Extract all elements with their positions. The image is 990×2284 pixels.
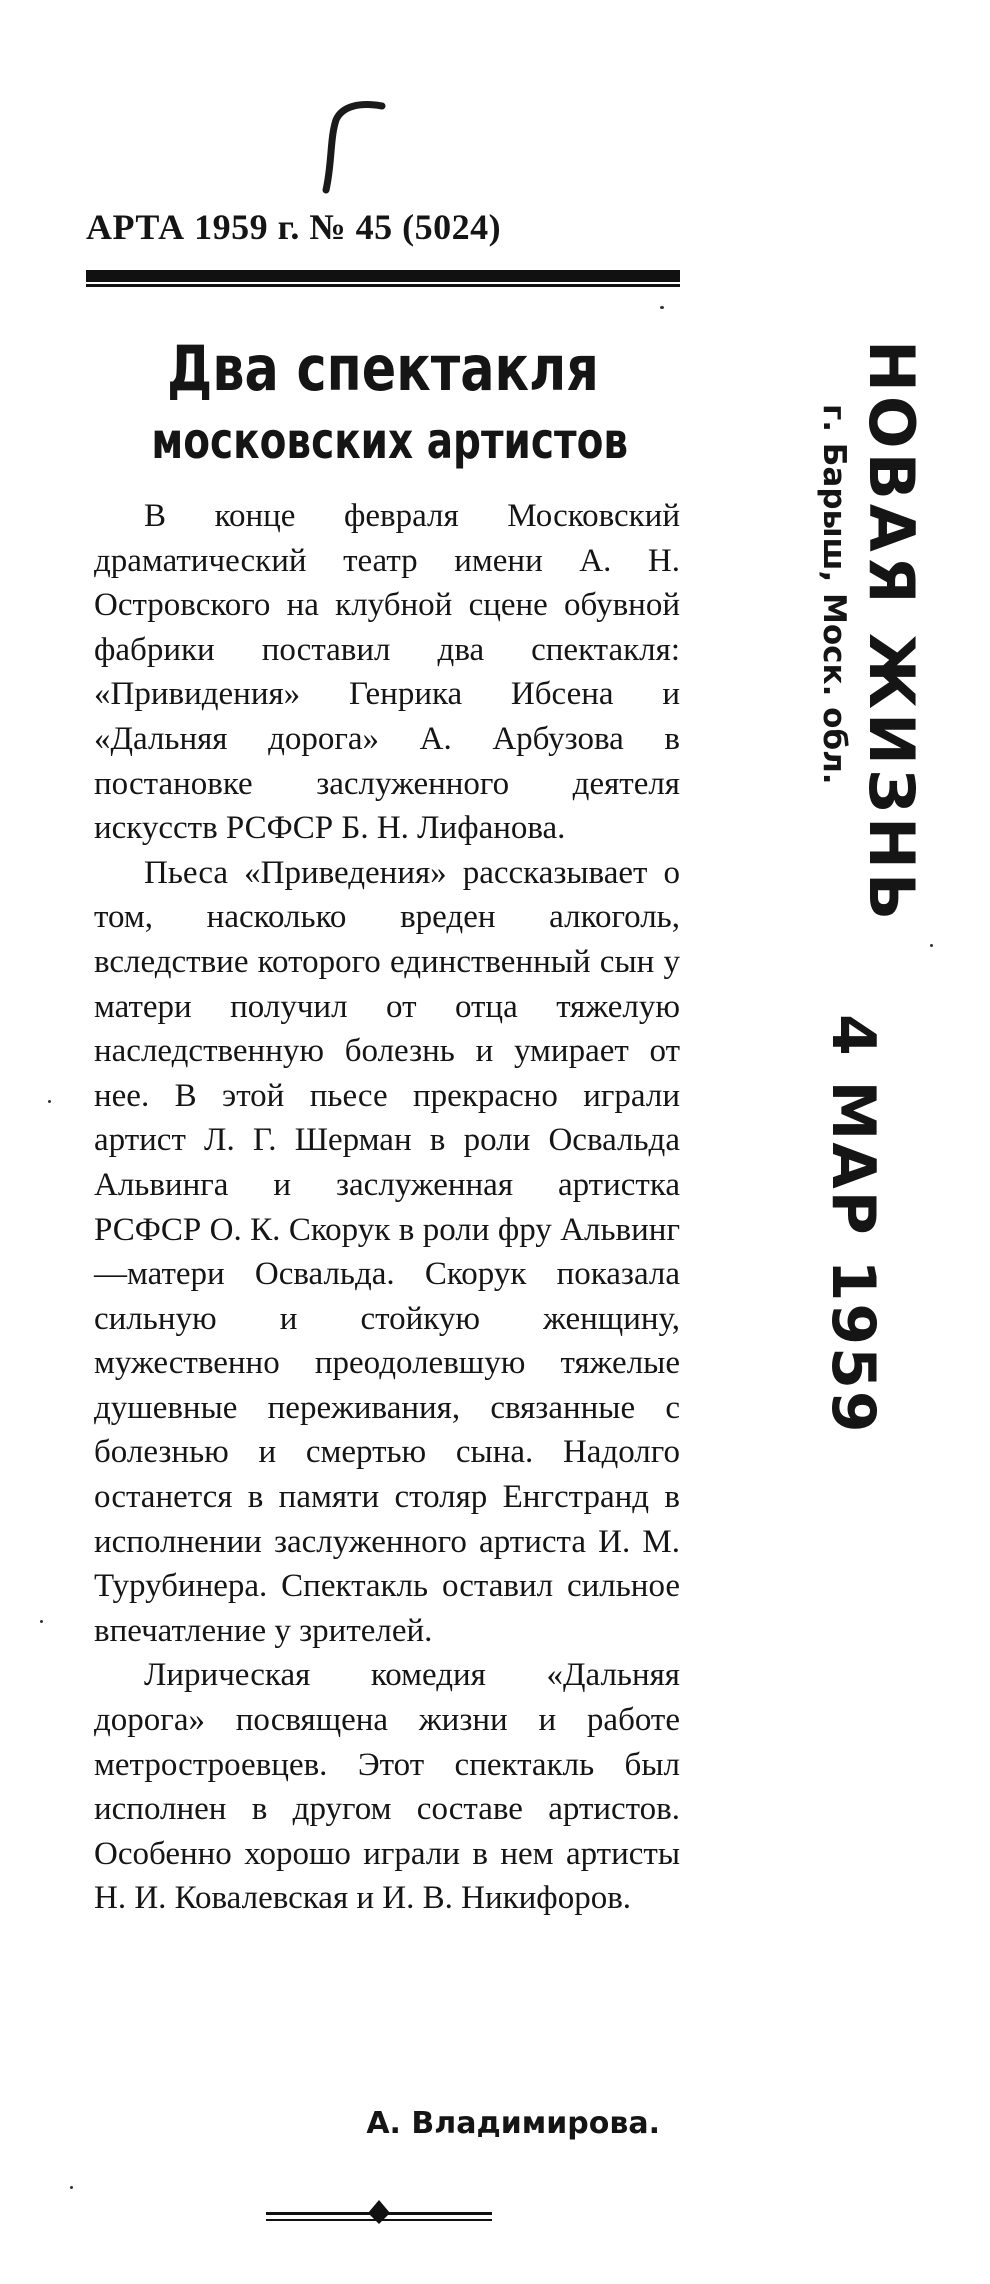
article-paragraph: В конце февраля Московский драматический театр имени А. Н. Островского на клубной сцене обувной фабрики поставил два спектакля: «Привидения» Генрика Ибсена и «Дальняя дорога» А. Арбузова в постановке заслуженного деятеля искусств РСФСР Б. Н. Лифанова. bbox=[94, 498, 680, 847]
scan-speck bbox=[930, 944, 933, 947]
article-title: Два спектакля bbox=[167, 332, 599, 405]
scan-speck bbox=[48, 1100, 51, 1103]
scan-speck bbox=[70, 2186, 73, 2189]
article-signature: А. Владимирова. bbox=[366, 2106, 660, 2141]
article-paragraph: Лирическая комедия «Дальняя дорога» посвящена жизни и работе метростроевцев. Этот спектакль был исполнен в другом составе артистов. Особенно хорошо играли в нем артисты Н. И. Ковалевская и И. В. Никифоров. bbox=[94, 1657, 680, 1917]
header-rule bbox=[86, 270, 680, 282]
stamp-city: г. Барыш, Моск. обл. bbox=[816, 404, 852, 785]
stamp-newspaper-name: НОВАЯ ЖИЗНЬ bbox=[855, 340, 928, 925]
stamp-date: 4 МАР 1959 bbox=[818, 1014, 888, 1435]
scan-speck bbox=[40, 1620, 43, 1623]
end-ornament bbox=[266, 2198, 492, 2226]
article-paragraph: Пьеса «Приведения» рассказывает о том, насколько вреден алкоголь, вследствие которого единственный сын у матери получил от отца тяжелую наследственную болезнь и умирает от нее. В этой пьесе прекрасно играли артист Л. Г. Шерман в роли Освальда Альвинга и заслуженная артистка РСФСР О. К. Скорук в роли фру Альвинг—матери Освальда. Скорук показала сильную и стойкую женщину, мужественно преодолевшую тяжелые душевные переживания, связанные с болезнью и смертью сына. Надолго останется в памяти столяр Енгстранд в исполнении заслуженного артиста И. М. Турубинера. Спектакль оставил сильное впечатление у зрителей. bbox=[94, 854, 680, 1649]
header-rule-thin bbox=[86, 284, 680, 287]
article-body bbox=[94, 494, 680, 1921]
pen-mark bbox=[300, 98, 390, 198]
article-subtitle: московских артистов bbox=[151, 412, 629, 470]
scan-speck bbox=[660, 306, 664, 309]
issue-header: АРТА 1959 г. № 45 (5024) bbox=[86, 207, 502, 247]
